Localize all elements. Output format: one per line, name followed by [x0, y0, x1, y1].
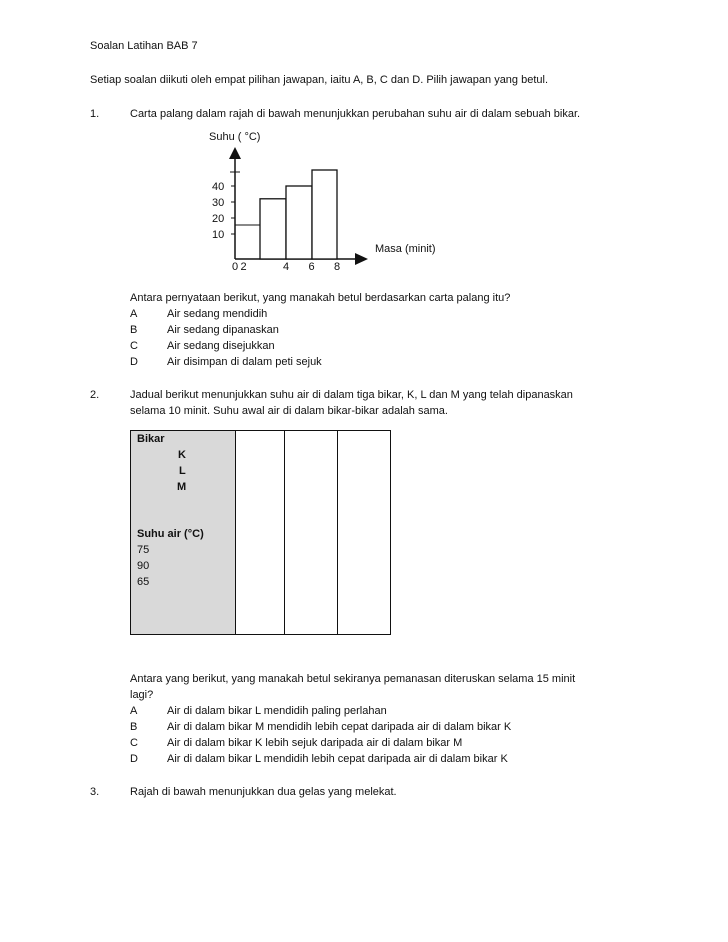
chart-bar-8	[312, 170, 337, 259]
chart-y-axis-arrow	[229, 147, 241, 159]
table-header-bikar: Bikar	[137, 433, 165, 445]
question-3-number: 3.	[90, 786, 100, 798]
table-suhu-m: 65	[137, 576, 150, 588]
table-bikar-l: L	[179, 465, 186, 477]
q2-option-a-letter: A	[130, 705, 138, 717]
q2-option-b-letter: B	[130, 721, 138, 733]
chart-x-tick-label-6: 6	[308, 261, 315, 273]
q1-option-a-letter: A	[130, 308, 138, 320]
instructions: Setiap soalan diikuti oleh empat pilihan jawapan, iaitu A, B, C dan D. Pilih jawapan yang betul.	[90, 74, 549, 86]
document-title: Soalan Latihan BAB 7	[90, 40, 198, 52]
table-suhu-k: 75	[137, 544, 150, 556]
q2-option-a-text: Air di dalam bikar L mendidih paling perlahan	[167, 705, 387, 717]
table-column-2	[236, 431, 285, 634]
question-2-prompt-line-1: Antara yang berikut, yang manakah betul sekiranya pemanasan diteruskan selama 15 minit	[130, 673, 576, 685]
chart-ylabel: Suhu ( °C)	[209, 131, 261, 143]
chart-y-tick-label-20: 20	[212, 213, 225, 225]
table-header-suhu: Suhu air (°C)	[137, 528, 204, 540]
chart-y-tick-label-40: 40	[212, 181, 225, 193]
q1-option-c-letter: C	[130, 340, 138, 352]
q2-option-c-letter: C	[130, 737, 138, 749]
q1-option-d-letter: D	[130, 356, 138, 368]
q1-option-b-text: Air sedang dipanaskan	[167, 324, 279, 336]
q1-option-c-text: Air sedang disejukkan	[167, 340, 275, 352]
chart-bar-4	[260, 199, 286, 259]
table-column-3	[285, 431, 338, 634]
question-2-prompt-line-2: lagi?	[130, 689, 154, 701]
q1-option-d-text: Air disimpan di dalam peti sejuk	[167, 356, 322, 368]
question-2-text-line-1: Jadual berikut menunjukkan suhu air di dalam tiga bikar, K, L dan M yang telah dipanaskan	[130, 389, 573, 401]
chart-y-tick-label-10: 10	[212, 229, 225, 241]
question-1-prompt: Antara pernyataan berikut, yang manakah betul berdasarkan carta palang itu?	[130, 292, 511, 304]
data-table	[130, 430, 391, 635]
table-suhu-l: 90	[137, 560, 150, 572]
question-3-text: Rajah di bawah menunjukkan dua gelas yang melekat.	[130, 786, 397, 798]
q1-option-a-text: Air sedang mendidih	[167, 308, 268, 320]
chart-x-tick-label-8: 8	[334, 261, 341, 273]
chart-x-tick-label-4: 4	[283, 261, 290, 273]
table-bikar-m: M	[177, 481, 187, 493]
question-1-number: 1.	[90, 108, 100, 120]
bar-chart	[0, 0, 728, 290]
table-column-4	[338, 431, 392, 634]
q2-option-d-text: Air di dalam bikar L mendidih lebih cepat daripada air di dalam bikar K	[167, 753, 508, 765]
q1-option-b-letter: B	[130, 324, 138, 336]
q2-option-b-text: Air di dalam bikar M mendidih lebih cepat daripada air di dalam bikar K	[167, 721, 512, 733]
question-1-text: Carta palang dalam rajah di bawah menunjukkan perubahan suhu air di dalam sebuah bikar.	[130, 108, 581, 120]
chart-x-axis-arrow	[355, 253, 368, 265]
chart-x-tick-label-2: 2	[240, 261, 247, 273]
chart-x-tick-label-0: 0	[232, 261, 239, 273]
question-2-text-line-2: selama 10 minit. Suhu awal air di dalam bikar-bikar adalah sama.	[130, 405, 448, 417]
question-2-number: 2.	[90, 389, 100, 401]
table-bikar-k: K	[178, 449, 186, 461]
chart-xlabel: Masa (minit)	[375, 243, 436, 255]
chart-bar-6	[286, 186, 312, 259]
chart-y-tick-label-30: 30	[212, 197, 225, 209]
q2-option-d-letter: D	[130, 753, 138, 765]
q2-option-c-text: Air di dalam bikar K lebih sejuk daripada air di dalam bikar M	[167, 737, 463, 749]
